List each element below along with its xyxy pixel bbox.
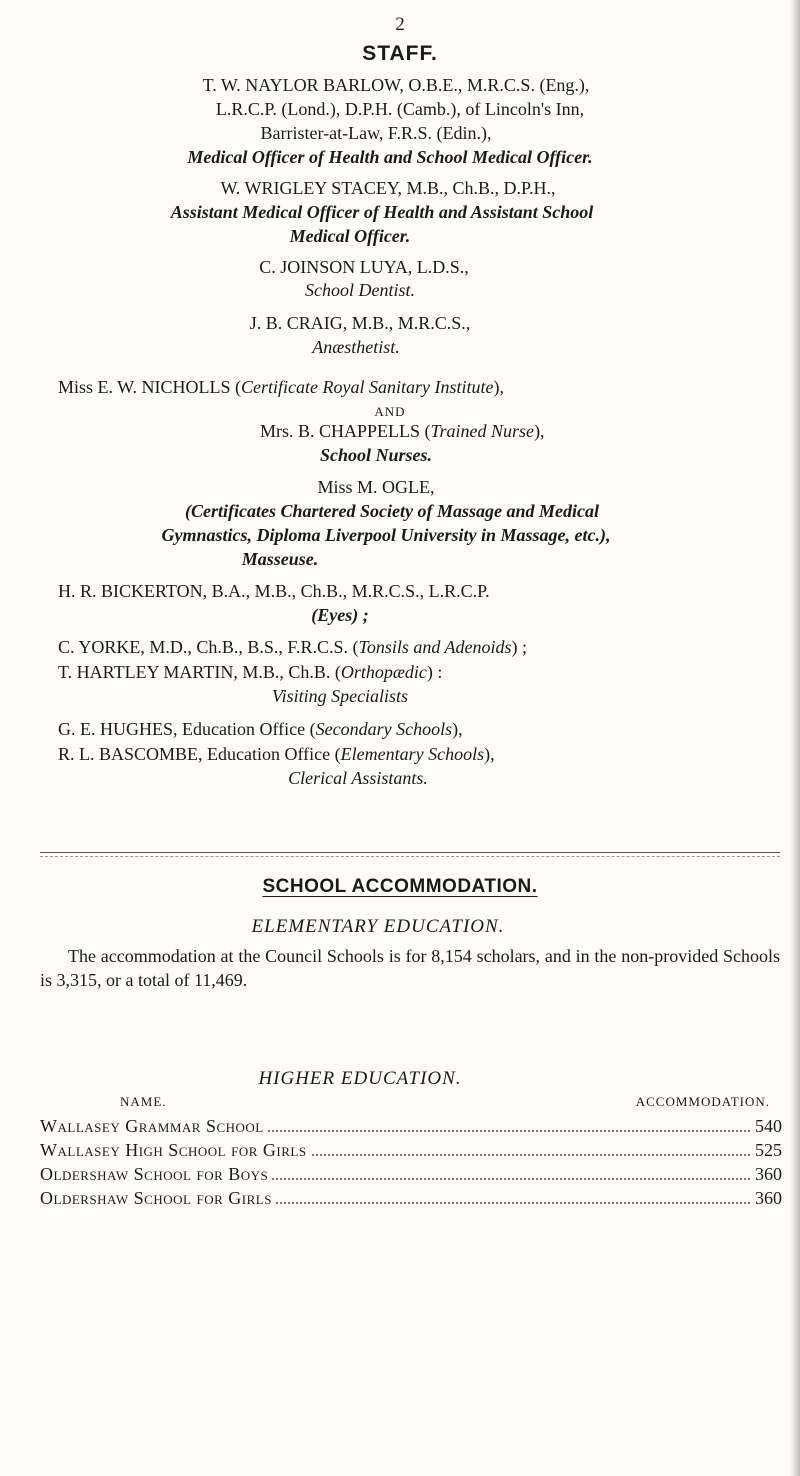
staff-luya-role: School Dentist.	[305, 280, 415, 300]
school-name: Wallasey Grammar School	[40, 1116, 268, 1136]
staff-stacey-role2: Medical Officer.	[289, 226, 411, 246]
staff-martin-line	[58, 661, 442, 683]
staff-naylor-line3: Barrister-at-Law, F.R.S. (Edin.),	[260, 123, 492, 143]
elementary-paragraph: The accommodation at the Council Schools is for 8,154 scholars, and in the non-provided Schools is 3,315, or a total of 11,469.	[40, 946, 780, 990]
school-capacity: 525	[751, 1138, 782, 1162]
school-row	[40, 1162, 782, 1186]
staff-craig-name: J. B. CRAIG, M.B., M.R.C.S.,	[249, 313, 471, 333]
school-name: Oldershaw School for Girls	[40, 1188, 276, 1208]
staff-stacey-role1: Assistant Medical Officer of Health and Assistant School	[170, 202, 594, 222]
staff-nicholls-cert: Certificate Royal Sanitary Institute	[241, 377, 494, 397]
section-divider-dashed	[40, 856, 780, 857]
staff-specialists-role: Visiting Specialists	[271, 686, 409, 706]
higher-heading: HIGHER EDUCATION.	[258, 1068, 462, 1089]
staff-and-word: AND	[374, 404, 406, 419]
staff-chappells-end: ),	[534, 421, 545, 441]
staff-bascombe-line	[58, 743, 495, 765]
staff-yorke-end: ) ;	[511, 637, 528, 657]
staff-luya-name: C. JOINSON LUYA, L.D.S.,	[259, 257, 469, 277]
column-header-name: NAME.	[120, 1094, 167, 1109]
staff-naylor-line1: T. W. NAYLOR BARLOW, O.B.E., M.R.C.S. (Eng.),	[202, 75, 590, 95]
staff-hughes-end: ),	[452, 719, 463, 739]
staff-naylor-line2: L.R.C.P. (Lond.), D.P.H. (Camb.), of Lincoln's Inn,	[215, 99, 585, 119]
school-row	[40, 1186, 782, 1210]
staff-chappells-cert: Trained Nurse	[430, 421, 535, 441]
staff-bascombe-end: ),	[484, 744, 495, 764]
staff-martin-name: T. HARTLEY MARTIN, M.B., Ch.B. (	[58, 662, 341, 682]
school-capacity: 540	[751, 1114, 782, 1138]
school-row	[40, 1138, 782, 1162]
school-row	[40, 1114, 782, 1138]
staff-hughes-dept: Secondary Schools	[315, 719, 453, 739]
staff-chappells-name: Mrs. B. CHAPPELLS (	[260, 421, 431, 441]
staff-nurses-role: School Nurses.	[319, 445, 433, 465]
staff-ogle-role: Masseuse.	[241, 549, 319, 569]
staff-stacey-name: W. WRIGLEY STACEY, M.B., Ch.B., D.P.H.,	[220, 178, 556, 198]
staff-craig-role: Anæsthetist.	[312, 337, 400, 357]
staff-ogle-name: Miss M. OGLE,	[317, 477, 435, 497]
staff-nicholls-end: ),	[493, 377, 504, 397]
section-divider	[40, 852, 780, 853]
staff-yorke-specialty: Tonsils and Adenoids	[358, 637, 512, 657]
column-header-accommodation: ACCOMMODATION.	[635, 1094, 770, 1109]
staff-bascombe-name: R. L. BASCOMBE, Education Office (	[58, 744, 341, 764]
school-capacity: 360	[751, 1162, 782, 1186]
staff-nicholls-name: Miss E. W. NICHOLLS (	[58, 377, 242, 397]
school-name: Oldershaw School for Boys	[40, 1164, 272, 1184]
page-number: 2	[395, 14, 405, 35]
staff-yorke-name: C. YORKE, M.D., Ch.B., B.S., F.R.C.S. (	[58, 637, 359, 657]
staff-clerical-role: Clerical Assistants.	[288, 768, 428, 788]
staff-bascombe-dept: Elementary Schools	[340, 744, 485, 764]
staff-ogle-cert1: (Certificates Chartered Society of Massage and Medical	[185, 501, 599, 521]
school-name: Wallasey High School for Girls	[40, 1140, 311, 1160]
staff-bickerton-specialty: (Eyes) ;	[311, 605, 369, 625]
staff-nicholls-line	[58, 376, 504, 398]
elementary-heading: ELEMENTARY EDUCATION.	[251, 916, 505, 937]
staff-martin-end: ) :	[426, 662, 443, 682]
staff-hughes-name: G. E. HUGHES, Education Office (	[58, 719, 316, 739]
staff-martin-specialty: Orthopædic	[340, 662, 427, 682]
accommodation-heading-text: SCHOOL ACCOMMODATION.	[262, 876, 538, 897]
staff-naylor-role: Medical Officer of Health and School Medical Officer.	[187, 147, 593, 167]
page-edge-shadow	[790, 0, 800, 1476]
school-capacity: 360	[751, 1186, 782, 1210]
staff-hughes-line	[58, 718, 463, 740]
staff-bickerton-name: H. R. BICKERTON, B.A., M.B., Ch.B., M.R.C.S., L.R.C.P.	[58, 581, 490, 601]
accommodation-heading	[0, 876, 800, 898]
staff-yorke-line	[58, 636, 527, 658]
staff-chappells-line	[260, 420, 545, 442]
staff-heading: STAFF.	[362, 42, 438, 65]
staff-ogle-cert2: Gymnastics, Diploma Liverpool University in Massage, etc.),	[161, 525, 611, 545]
